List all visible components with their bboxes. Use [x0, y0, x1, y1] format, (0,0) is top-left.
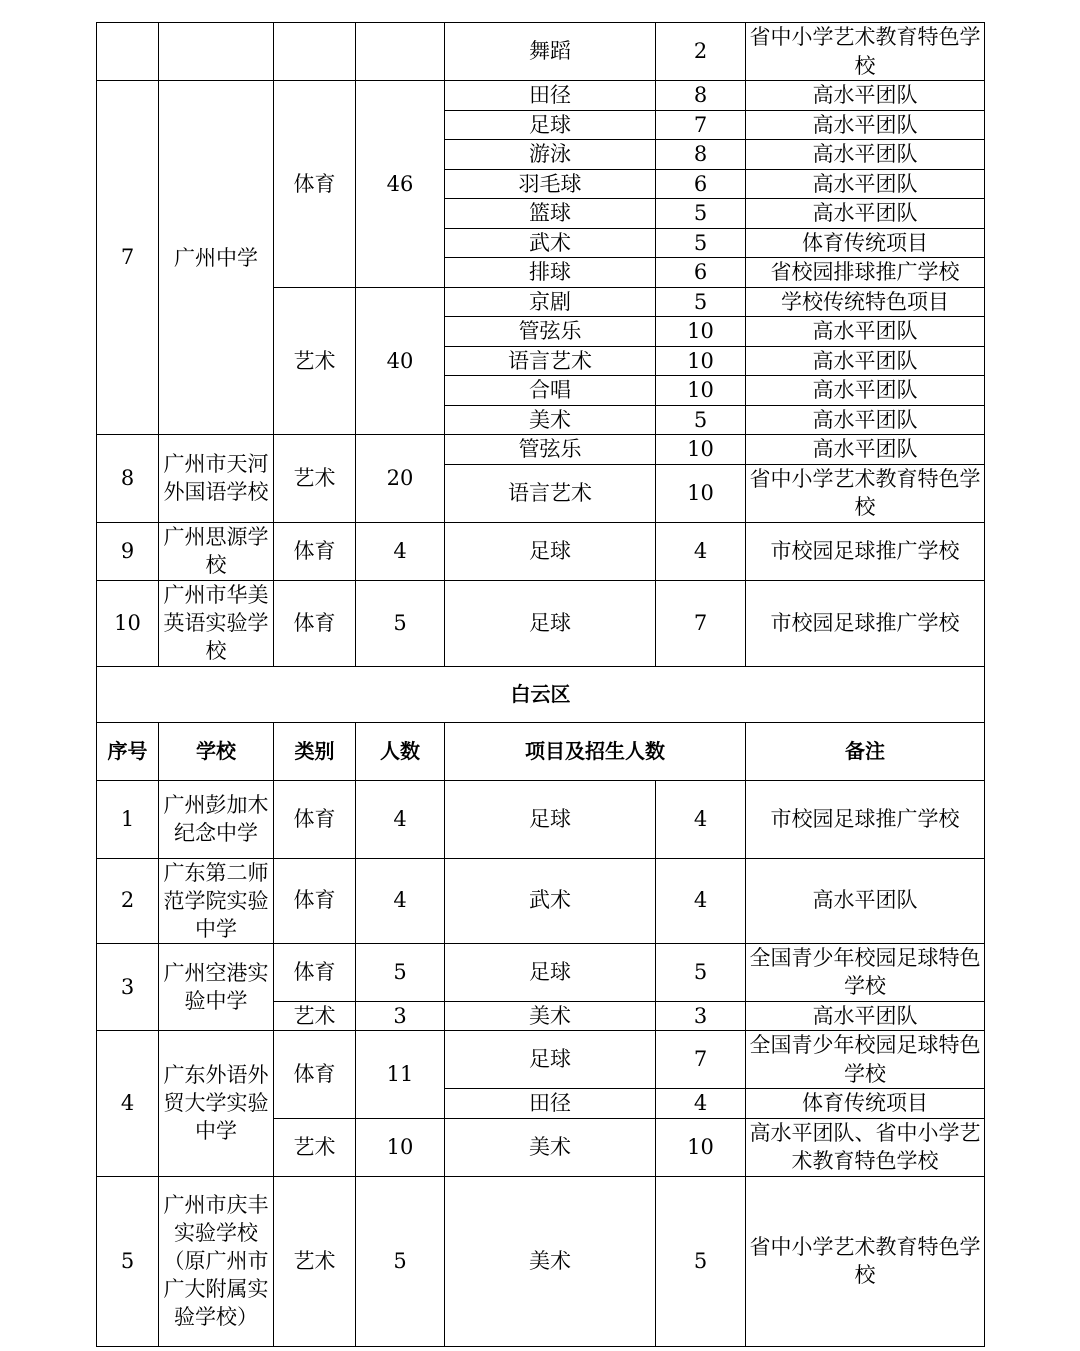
category-cell: 艺术 [274, 1001, 356, 1031]
project-cell: 合唱 [445, 376, 656, 406]
count-cell: 6 [656, 169, 746, 199]
category-cell: 体育 [274, 522, 356, 580]
headcount-cell: 5 [356, 943, 445, 1001]
category-cell: 艺术 [274, 1176, 356, 1346]
seq-cell: 3 [97, 943, 159, 1031]
count-cell: 5 [656, 199, 746, 229]
table-row [97, 1176, 985, 1346]
note-cell: 高水平团队 [746, 169, 985, 199]
note-cell: 体育传统项目 [746, 228, 985, 258]
count-cell: 10 [656, 376, 746, 406]
note-cell: 高水平团队 [746, 199, 985, 229]
header-school: 学校 [159, 722, 274, 780]
note-cell: 市校园足球推广学校 [746, 522, 985, 580]
note-cell: 高水平团队 [746, 317, 985, 347]
school-cell: 广东外语外贸大学实验中学 [159, 1031, 274, 1177]
project-cell: 美术 [445, 1176, 656, 1346]
project-cell: 武术 [445, 228, 656, 258]
seq-cell: 8 [97, 435, 159, 523]
table-row [97, 522, 985, 580]
table-row [97, 580, 985, 666]
project-cell: 田径 [445, 81, 656, 111]
count-cell: 10 [656, 1118, 746, 1176]
count-cell: 4 [656, 522, 746, 580]
seq-cell: 9 [97, 522, 159, 580]
count-cell: 3 [656, 1001, 746, 1031]
school-cell: 广州市庆丰实验学校（原广州市广大附属实验学校） [159, 1176, 274, 1346]
count-cell: 7 [656, 1031, 746, 1089]
table-row [97, 858, 985, 943]
table-row [97, 943, 985, 1001]
project-cell: 美术 [445, 1118, 656, 1176]
category-cell: 体育 [274, 1031, 356, 1119]
headcount-cell: 4 [356, 522, 445, 580]
table-row [97, 435, 985, 465]
count-cell: 10 [656, 464, 746, 522]
project-cell: 美术 [445, 1001, 656, 1031]
project-cell: 游泳 [445, 140, 656, 170]
seq-cell: 5 [97, 1176, 159, 1346]
project-cell: 管弦乐 [445, 317, 656, 347]
project-cell: 语言艺术 [445, 346, 656, 376]
project-cell: 语言艺术 [445, 464, 656, 522]
note-cell: 高水平团队 [746, 110, 985, 140]
school-cell: 广州思源学校 [159, 522, 274, 580]
project-cell: 京剧 [445, 287, 656, 317]
category-cell: 体育 [274, 580, 356, 666]
note-cell: 省中小学艺术教育特色学校 [746, 23, 985, 81]
project-cell: 足球 [445, 943, 656, 1001]
school-cell: 广州市天河外国语学校 [159, 435, 274, 523]
count-cell: 4 [656, 858, 746, 943]
note-cell: 学校传统特色项目 [746, 287, 985, 317]
note-cell: 高水平团队 [746, 1001, 985, 1031]
section-title: 白云区 [97, 666, 985, 722]
note-cell: 高水平团队 [746, 81, 985, 111]
enrollment-table [96, 22, 985, 1347]
count-cell: 8 [656, 81, 746, 111]
header-note: 备注 [746, 722, 985, 780]
note-cell: 高水平团队 [746, 376, 985, 406]
count-cell: 5 [656, 228, 746, 258]
project-cell: 足球 [445, 522, 656, 580]
count-cell: 5 [656, 1176, 746, 1346]
category-cell: 体育 [274, 780, 356, 858]
header-headcount: 人数 [356, 722, 445, 780]
count-cell: 2 [656, 23, 746, 81]
headcount-cell: 10 [356, 1118, 445, 1176]
note-cell: 高水平团队、省中小学艺术教育特色学校 [746, 1118, 985, 1176]
count-cell: 4 [656, 780, 746, 858]
project-cell: 足球 [445, 580, 656, 666]
project-cell: 篮球 [445, 199, 656, 229]
category-cell: 体育 [274, 943, 356, 1001]
project-cell: 羽毛球 [445, 169, 656, 199]
seq-cell: 7 [97, 81, 159, 435]
note-cell: 市校园足球推广学校 [746, 780, 985, 858]
note-cell: 体育传统项目 [746, 1089, 985, 1119]
count-cell: 5 [656, 405, 746, 435]
count-cell: 6 [656, 258, 746, 288]
seq-cell: 10 [97, 580, 159, 666]
table-row [97, 81, 985, 111]
category-cell: 艺术 [274, 287, 356, 435]
header-seq: 序号 [97, 722, 159, 780]
school-cell: 广州彭加木纪念中学 [159, 780, 274, 858]
note-cell: 高水平团队 [746, 140, 985, 170]
seq-cell: 1 [97, 780, 159, 858]
project-cell: 排球 [445, 258, 656, 288]
header-row [97, 722, 985, 780]
headcount-cell: 5 [356, 1176, 445, 1346]
note-cell: 高水平团队 [746, 858, 985, 943]
count-cell: 10 [656, 435, 746, 465]
category-cell: 艺术 [274, 1118, 356, 1176]
table-row [97, 23, 985, 81]
section-row [97, 666, 985, 722]
school-cell: 广州中学 [159, 81, 274, 435]
count-cell: 5 [656, 287, 746, 317]
note-cell: 全国青少年校园足球特色学校 [746, 1031, 985, 1089]
project-cell: 足球 [445, 110, 656, 140]
note-cell: 市校园足球推广学校 [746, 580, 985, 666]
headcount-cell: 20 [356, 435, 445, 523]
project-cell: 足球 [445, 780, 656, 858]
school-cell: 广东第二师范学院实验中学 [159, 858, 274, 943]
project-cell: 足球 [445, 1031, 656, 1089]
project-cell: 武术 [445, 858, 656, 943]
headcount-cell: 4 [356, 780, 445, 858]
note-cell: 省中小学艺术教育特色学校 [746, 464, 985, 522]
headcount-cell: 3 [356, 1001, 445, 1031]
project-cell: 管弦乐 [445, 435, 656, 465]
note-cell: 高水平团队 [746, 405, 985, 435]
table-row [97, 780, 985, 858]
headcount-cell: 4 [356, 858, 445, 943]
count-cell: 10 [656, 346, 746, 376]
count-cell: 7 [656, 580, 746, 666]
note-cell: 省中小学艺术教育特色学校 [746, 1176, 985, 1346]
seq-cell: 2 [97, 858, 159, 943]
note-cell: 全国青少年校园足球特色学校 [746, 943, 985, 1001]
headcount-cell: 46 [356, 81, 445, 288]
header-project: 项目及招生人数 [445, 722, 746, 780]
headcount-cell: 11 [356, 1031, 445, 1119]
project-cell: 田径 [445, 1089, 656, 1119]
school-cell: 广州市华美英语实验学校 [159, 580, 274, 666]
count-cell: 5 [656, 943, 746, 1001]
category-cell: 艺术 [274, 435, 356, 523]
headcount-cell: 5 [356, 580, 445, 666]
project-cell: 舞蹈 [445, 23, 656, 81]
count-cell: 8 [656, 140, 746, 170]
category-cell: 体育 [274, 81, 356, 288]
project-cell: 美术 [445, 405, 656, 435]
category-cell: 体育 [274, 858, 356, 943]
count-cell: 10 [656, 317, 746, 347]
note-cell: 高水平团队 [746, 346, 985, 376]
seq-cell: 4 [97, 1031, 159, 1177]
headcount-cell: 40 [356, 287, 445, 435]
note-cell: 高水平团队 [746, 435, 985, 465]
table-row [97, 1031, 985, 1089]
note-cell: 省校园排球推广学校 [746, 258, 985, 288]
school-cell: 广州空港实验中学 [159, 943, 274, 1031]
count-cell: 7 [656, 110, 746, 140]
header-category: 类别 [274, 722, 356, 780]
count-cell: 4 [656, 1089, 746, 1119]
